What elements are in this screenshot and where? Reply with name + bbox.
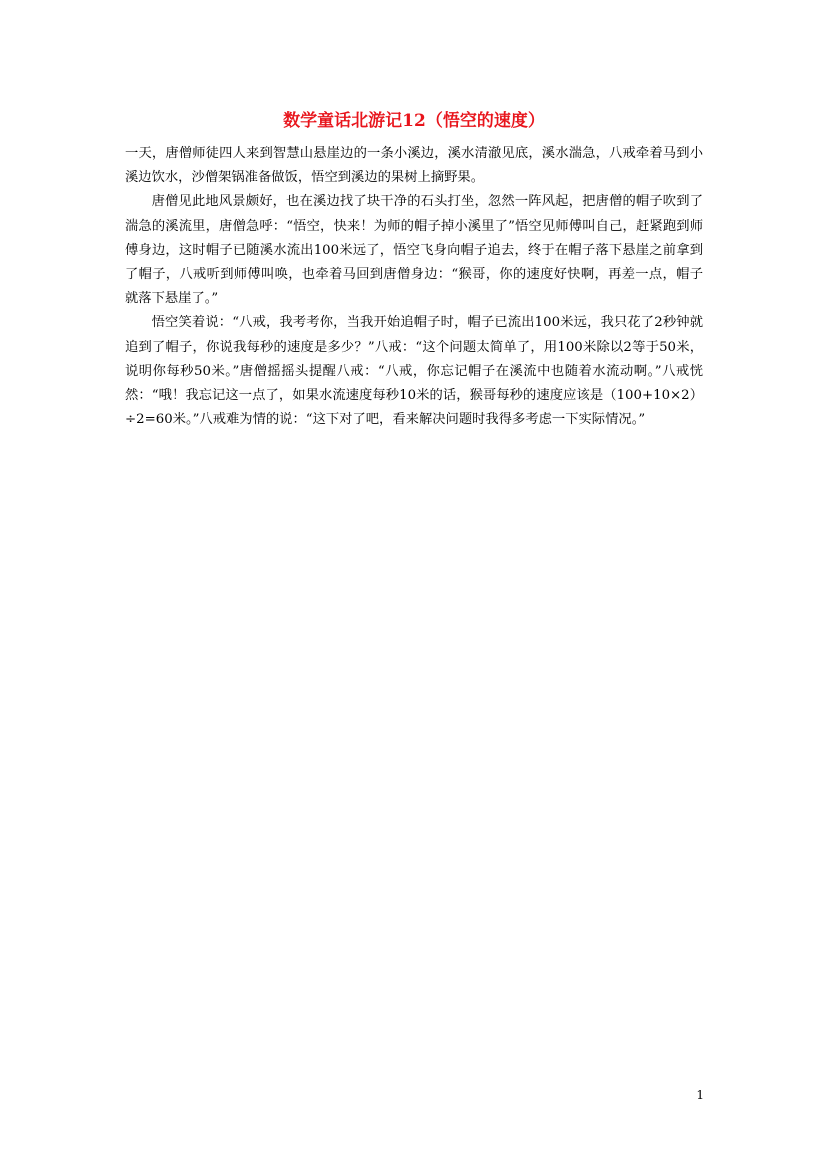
paragraph-1: 一天，唐僧师徒四人来到智慧山悬崖边的一条小溪边，溪水清澈见底，溪水湍急，八戒牵着马到小溪边饮水，沙僧架锅准备做饭，悟空到溪边的果树上摘野果。 <box>125 146 703 186</box>
paragraph-3: 悟空笑着说：“八戒，我考考你，当我开始追帽子时，帽子已流出100米远，我只花了2秒钟就追到了帽子，你说我每秒的速度是多少？”八戒：“这个问题太简单了，用100米除以2等于50米，说明你每秒50米。”唐僧摇摇头提醒八戒：“八戒，你忘记帽子在溪流中也随着水流动啊。”八戒恍然：“哦！我忘记这一点了，如果水流速度每秒10米的话，猴哥每秒的速度应该是（100+10×2）÷2=60米。”八戒难为情的说：“这下对了吧，看来解决问题时我得多考虑一下实际情况。” <box>125 315 703 428</box>
paragraph-2: 唐僧见此地风景颇好，也在溪边找了块干净的石头打坐，忽然一阵风起，把唐僧的帽子吹到了湍急的溪流里，唐僧急呼：“悟空，快来！为师的帽子掉小溪里了”悟空见师傅叫自己，赶紧跑到师傅身边，这时帽子已随溪水流出100米远了，悟空飞身向帽子追去，终于在帽子落下悬崖之前拿到了帽子，八戒听到师傅叫唤，也牵着马回到唐僧身边：“猴哥，你的速度好快啊，再差一点，帽子就落下悬崖了。” <box>125 194 703 307</box>
page-number: 1 <box>696 1088 704 1102</box>
document-body <box>125 142 703 432</box>
document-title: 数学童话北游记12（悟空的速度） <box>283 111 545 131</box>
